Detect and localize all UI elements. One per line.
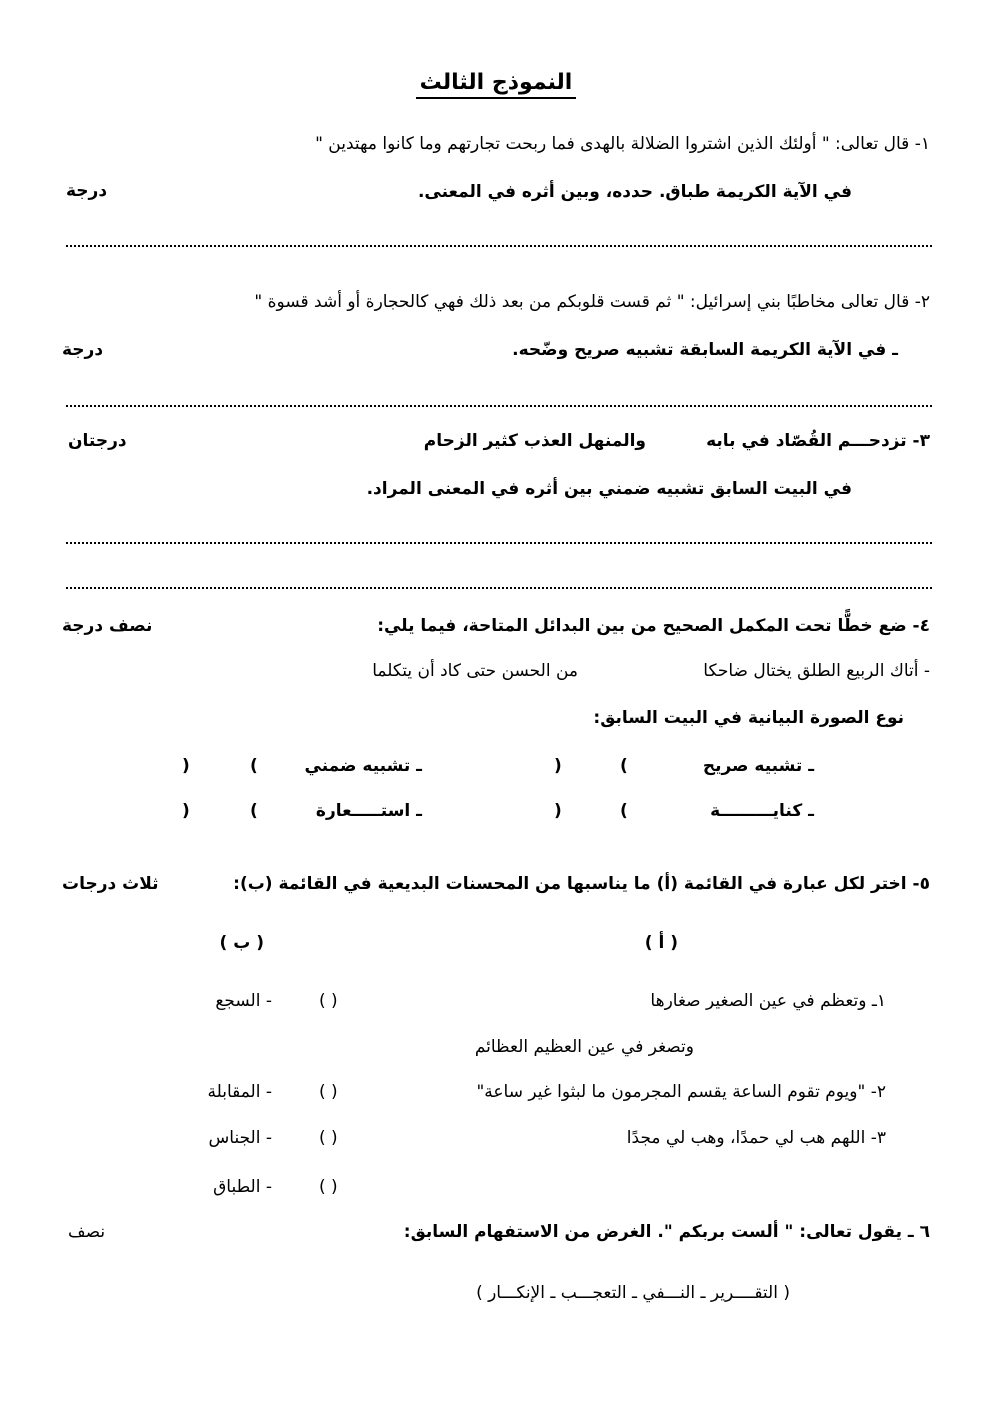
q5-item-1b: وتصغر في عين العظيم العظائم <box>474 1037 694 1057</box>
q5-choice-saj: - السجع <box>215 991 272 1011</box>
q3-hemistich-1: ٣- تزدحـــم القُصّاد في بابه <box>706 431 930 451</box>
q4-paren-close-4: ) <box>182 801 190 821</box>
q3-answer-line-1[interactable] <box>66 542 932 544</box>
q3-hemistich-2: والمنهل العذب كثير الزحام <box>423 431 646 451</box>
q4-paren-open-2[interactable]: ( <box>250 756 258 776</box>
q4-option-metonymy: ـ كنايـــــــــة <box>710 801 814 821</box>
q5-choice-muqabala: - المقابلة <box>207 1082 272 1102</box>
q5-blank-2[interactable]: ( ) <box>319 1082 338 1102</box>
q4-paren-open-4[interactable]: ( <box>250 801 258 821</box>
q2-answer-line[interactable] <box>66 405 932 407</box>
q4-verse-2: من الحسن حتى كاد أن يتكلما <box>372 661 578 681</box>
q5-column-b-header: ( ب ) <box>219 933 264 953</box>
q4-paren-open-1[interactable]: ( <box>620 756 628 776</box>
q4-mark: نصف درجة <box>62 616 153 636</box>
q4-option-metaphor: ـ استـــــعارة <box>315 801 422 821</box>
q1-answer-line[interactable] <box>66 245 932 247</box>
q5-blank-4[interactable]: ( ) <box>319 1177 338 1197</box>
q4-verse-1: - أتاك الربيع الطلق يختال ضاحكا <box>703 661 930 681</box>
q1-mark: درجة <box>66 181 108 201</box>
q1-text: ١- قال تعالى: " أولئك الذين اشتروا الضلالة بالهدى فما ربحت تجارتهم وما كانوا مهتدين " <box>315 134 930 154</box>
q5-choice-tibaq: - الطباق <box>213 1177 272 1197</box>
q4-prompt: نوع الصورة البيانية في البيت السابق: <box>593 708 904 728</box>
page-title: النموذج الثالث <box>0 70 992 95</box>
q2-prompt: ـ في الآية الكريمة السابقة تشبيه صريح وضّحه. <box>512 340 898 360</box>
q2-mark: درجة <box>62 340 104 360</box>
q5-column-a-header: ( أ ) <box>644 933 678 953</box>
q3-mark: درجتان <box>68 431 127 451</box>
q1-prompt: في الآية الكريمة طباق. حدده، وبين أثره في المعنى. <box>417 182 852 202</box>
q5-item-1a: ١ـ وتعظم في عين الصغير صغارها <box>650 991 886 1011</box>
q4-option-implicit-simile: ـ تشبيه ضمني <box>304 756 422 776</box>
q3-answer-line-2[interactable] <box>66 587 932 589</box>
q5-choice-jinas: - الجناس <box>208 1128 272 1148</box>
q5-text: ٥- اختر لكل عبارة في القائمة (أ) ما يناسبها من المحسنات البديعية في القائمة (ب): <box>233 874 930 894</box>
q5-mark: ثلاث درجات <box>62 874 159 894</box>
q5-blank-1[interactable]: ( ) <box>319 991 338 1011</box>
q6-mark: نصف <box>68 1222 106 1242</box>
q4-option-explicit-simile: ـ تشبيه صريح <box>702 756 814 776</box>
q2-text: ٢- قال تعالى مخاطبًا بني إسرائيل: " ثم قست قلوبكم من بعد ذلك فهي كالحجارة أو أشد قسوة " <box>254 292 930 312</box>
q5-item-2: ٢- "ويوم تقوم الساعة يقسم المجرمون ما لبثوا غير ساعة" <box>476 1082 886 1102</box>
q5-item-3: ٣- اللهم هب لي حمدًا، وهب لي مجدًا <box>626 1128 886 1148</box>
q4-paren-close-1: ) <box>554 756 562 776</box>
q6-text: ٦ ـ يقول تعالى: " ألست بربكم ". الغرض من الاستفهام السابق: <box>403 1222 930 1242</box>
q3-prompt: في البيت السابق تشبيه ضمني بين أثره في المعنى المراد. <box>366 479 852 499</box>
q6-choices[interactable]: ( التقــــرير ـ النـــفي ـ التعجـــب ـ الإنكـــار ) <box>476 1283 790 1303</box>
q4-paren-close-3: ) <box>554 801 562 821</box>
q4-text: ٤- ضع خطًّا تحت المكمل الصحيح من بين البدائل المتاحة، فيما يلي: <box>377 616 930 636</box>
q4-paren-open-3[interactable]: ( <box>620 801 628 821</box>
q4-paren-close-2: ) <box>182 756 190 776</box>
q5-blank-3[interactable]: ( ) <box>319 1128 338 1148</box>
